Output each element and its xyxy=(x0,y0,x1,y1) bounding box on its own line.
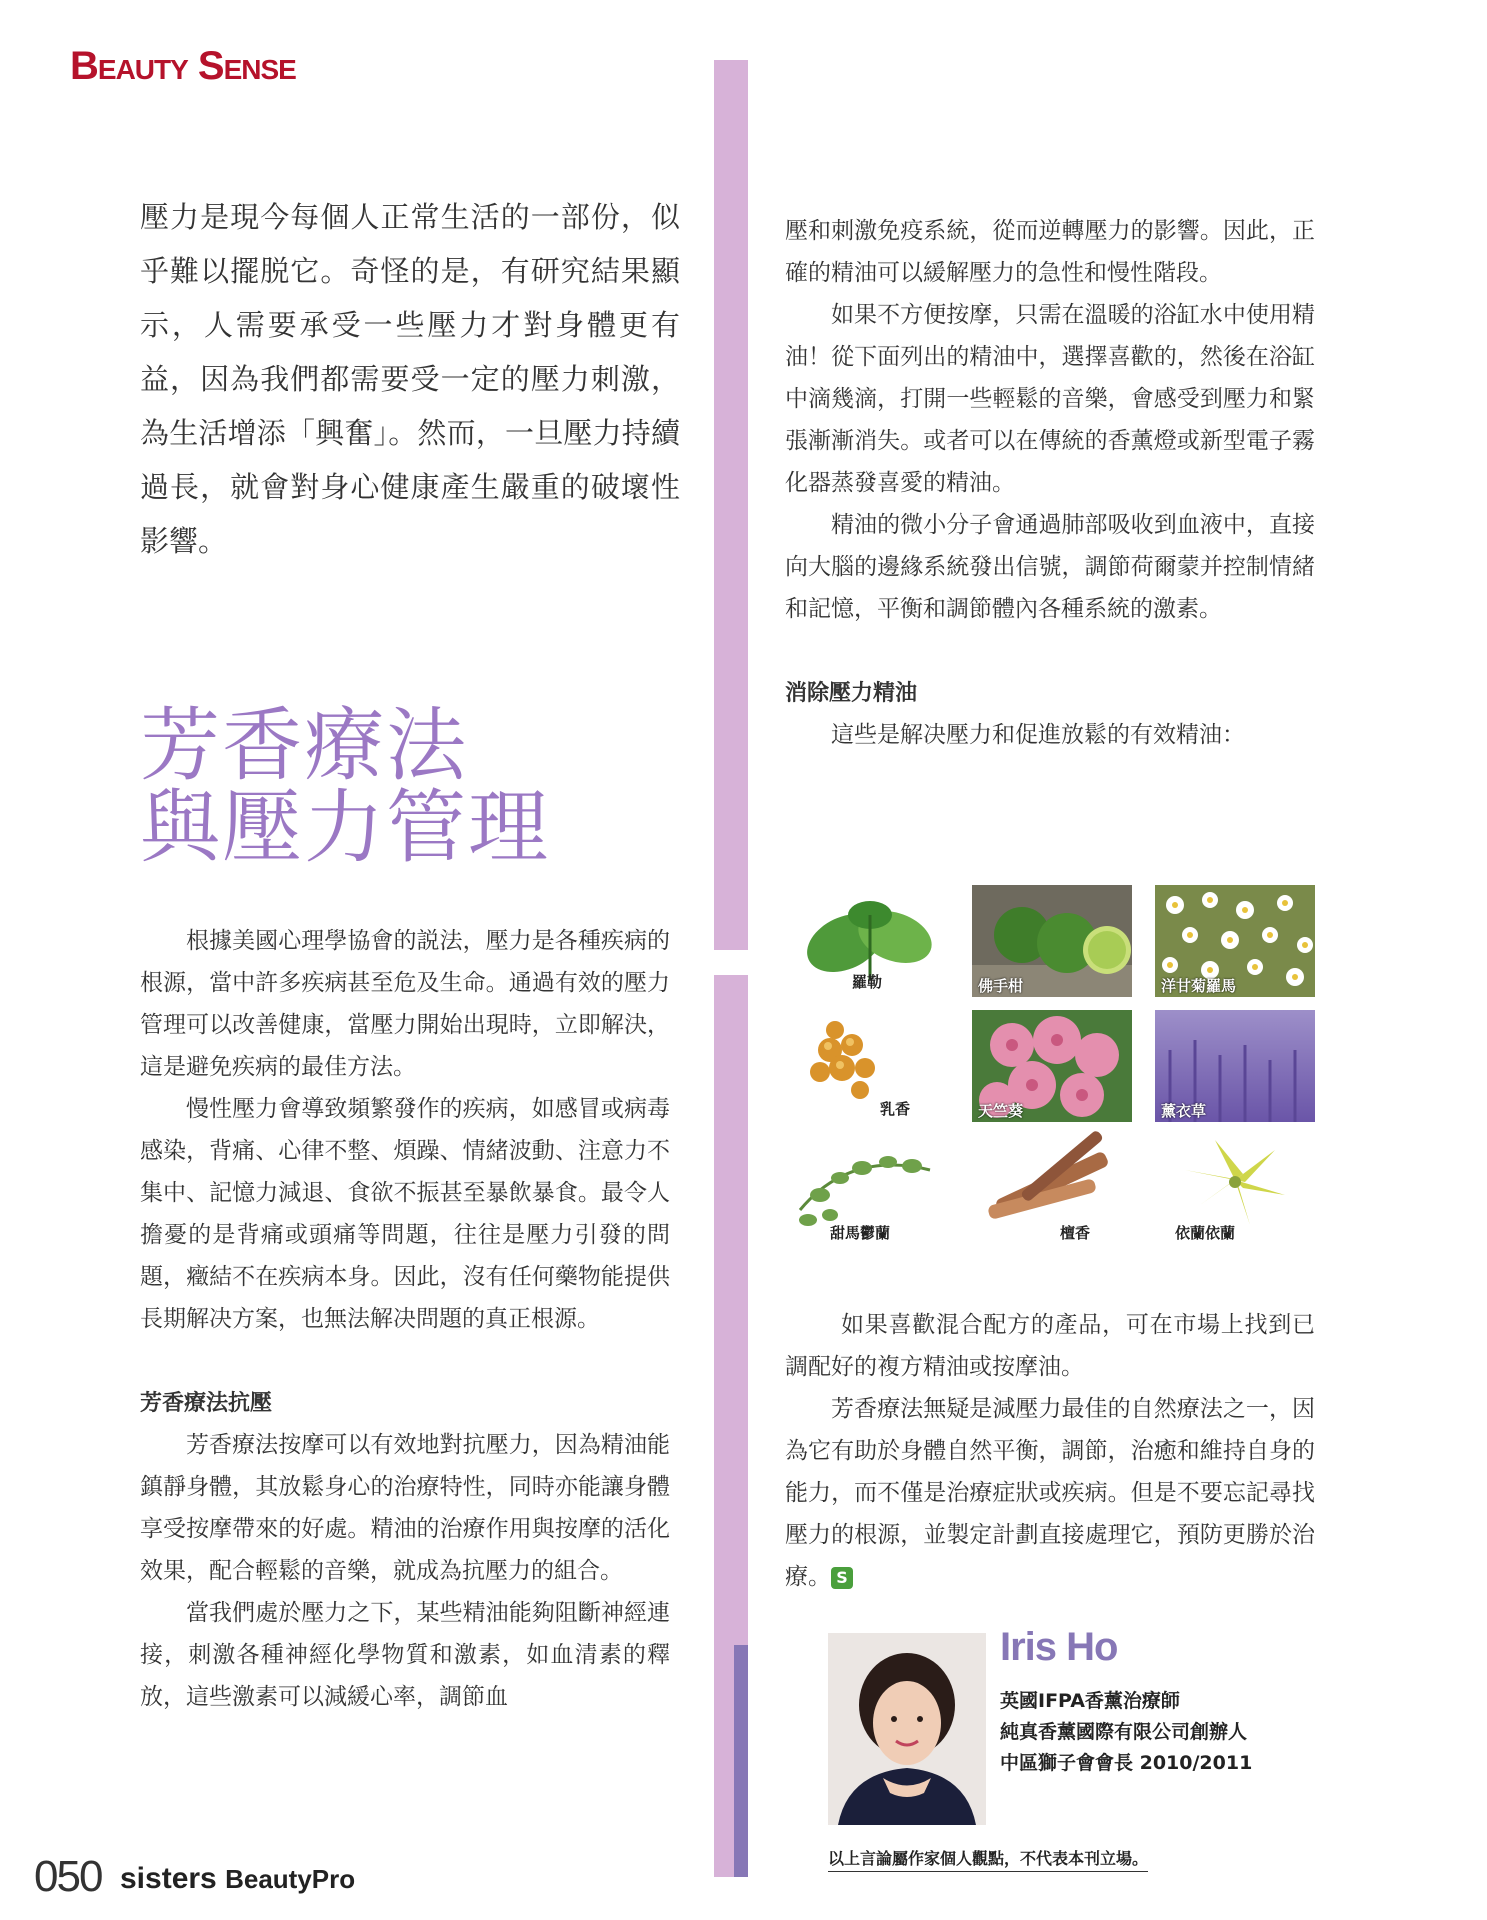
oil-card-marjoram xyxy=(790,1130,950,1242)
oil-card-geranium xyxy=(972,1010,1132,1122)
left-column xyxy=(140,920,670,1718)
section-header: Beauty Sense xyxy=(70,44,296,88)
title-line-1: 芳香療法 xyxy=(140,699,468,792)
author-photo xyxy=(828,1633,986,1825)
oil-card-ylang xyxy=(1155,1130,1315,1242)
end-mark-icon: S xyxy=(831,1567,853,1589)
magazine-brand xyxy=(120,1862,355,1896)
oil-label-ylang: 依蘭依蘭 xyxy=(1175,1224,1236,1242)
right-paragraph-4: 如果喜歡混合配方的產品，可在市場上找到已調配好的複方精油或按摩油。 xyxy=(785,1312,1315,1380)
right-column xyxy=(785,210,1315,756)
oil-card-sandalwood xyxy=(972,1130,1132,1242)
intro-paragraph xyxy=(140,190,680,568)
oil-label-basil: 羅勒 xyxy=(852,973,883,991)
oil-card-frankincense xyxy=(790,1010,950,1122)
oil-label-lavender: 薰衣草 xyxy=(1161,1102,1207,1120)
oils-lead: 這些是解决壓力和促進放鬆的有效精油： xyxy=(831,722,1245,748)
oil-label-sandalwood: 檀香 xyxy=(1060,1224,1091,1242)
left-paragraph-3: 芳香療法按摩可以有效地對抗壓力，因為精油能鎮靜身體，其放鬆身心的治療特性，同時亦能讓身體享受按摩帶來的好處。精油的治療作用與按摩的活化效果，配合輕鬆的音樂，就成為抗壓力的組合。 xyxy=(140,1432,670,1584)
article-title xyxy=(140,699,550,874)
sandalwood-image xyxy=(972,1130,1132,1242)
author-info xyxy=(1000,1686,1252,1779)
left-paragraph-4: 當我們處於壓力之下，某些精油能夠阻斷神經連接，刺激各種神經化學物質和激素，如血清素的釋放，這些激素可以減緩心率，調節血 xyxy=(140,1600,670,1710)
oil-label-marjoram: 甜馬鬱蘭 xyxy=(830,1224,891,1242)
right-paragraph-2: 如果不方便按摩，只需在溫暖的浴缸水中使用精油！從下面列出的精油中，選擇喜歡的，然後在浴缸中滴幾滴，打開一些輕鬆的音樂，會感受到壓力和緊張漸漸消失。或者可以在傳統的香薰燈或新型電子霧化器蒸發喜愛的精油。 xyxy=(785,302,1315,496)
right-column-bottom xyxy=(785,1304,1315,1598)
right-paragraph-3: 精油的微小分子會通過肺部吸收到血液中，直接向大腦的邊緣系統發出信號，調節荷爾蒙并控制情緒和記憶，平衡和調節體內各種系統的激素。 xyxy=(785,512,1315,622)
right-paragraph-1: 壓和刺激免疫系統，從而逆轉壓力的影響。因此，正確的精油可以緩解壓力的急性和慢性階段。 xyxy=(785,218,1315,286)
left-paragraph-2: 慢性壓力會導致頻繁發作的疾病，如感冒或病毒感染，背痛、心律不整、煩躁、情緒波動、注意力不集中、記憶力減退、食欲不振甚至暴飲暴食。最令人擔憂的是背痛或頭痛等問題，往往是壓力引發的問題，癥結不在疾病本身。因此，沒有任何藥物能提供長期解决方案，也無法解决問題的真正根源。 xyxy=(140,1096,670,1332)
right-paragraph-5-wrap xyxy=(785,1388,1315,1598)
brand-name: sisters xyxy=(120,1862,217,1895)
oil-label-chamomile: 洋甘菊羅馬 xyxy=(1161,977,1237,995)
subhead-oils: 消除壓力精油 xyxy=(785,680,918,706)
frankincense-image xyxy=(790,1010,950,1122)
subhead-aromatherapy: 芳香療法抗壓 xyxy=(140,1390,273,1416)
author-title-3: 中區獅子會會長 2010/2011 xyxy=(1000,1752,1253,1774)
right-paragraph-5: 芳香療法無疑是減壓力最佳的自然療法之一，因為它有助於身體自然平衡，調節，治癒和維持自身的能力，而不僅是治療症狀或疾病。但是不要忘記尋找壓力的根源，並製定計劃直接處理它，預防更勝於治療。 xyxy=(785,1396,1315,1590)
oil-card-bergamot xyxy=(972,885,1132,997)
disclaimer: 以上言論屬作家個人觀點，不代表本刊立場。 xyxy=(828,1846,1148,1872)
brand-sub: BeautyPro xyxy=(225,1864,356,1894)
divider-bar-accent xyxy=(734,1645,748,1877)
oil-label-geranium: 天竺葵 xyxy=(978,1102,1024,1120)
page-number: 050 xyxy=(34,1852,102,1901)
oil-label-bergamot: 佛手柑 xyxy=(978,977,1024,995)
oil-card-basil xyxy=(790,885,950,997)
intro-text: 壓力是現今每個人正常生活的一部份，似乎難以擺脱它。奇怪的是，有研究結果顯示，人需要承受一些壓力才對身體更有益，因為我們都需要受一定的壓力刺激，為生活增添「興奮」。然而，一旦壓力持續過長，就會對身心健康產生嚴重的破壞性影響。 xyxy=(140,200,680,558)
oil-card-lavender xyxy=(1155,1010,1315,1122)
divider-bar-top xyxy=(714,60,748,950)
oil-card-chamomile xyxy=(1155,885,1315,997)
oil-label-frankincense: 乳香 xyxy=(880,1100,911,1118)
title-line-2: 與壓力管理 xyxy=(140,781,550,874)
author-title-1: 英國IFPA香薰治療師 xyxy=(1000,1690,1180,1712)
author-portrait-image xyxy=(828,1633,986,1825)
left-paragraph-1: 根據美國心理學協會的説法，壓力是各種疾病的根源，當中許多疾病甚至危及生命。通過有效的壓力管理可以改善健康，當壓力開始出現時，立即解決，這是避免疾病的最佳方法。 xyxy=(140,928,670,1080)
author-name: Iris Ho xyxy=(1000,1625,1118,1669)
author-title-2: 純真香薰國際有限公司創辦人 xyxy=(1000,1721,1248,1743)
